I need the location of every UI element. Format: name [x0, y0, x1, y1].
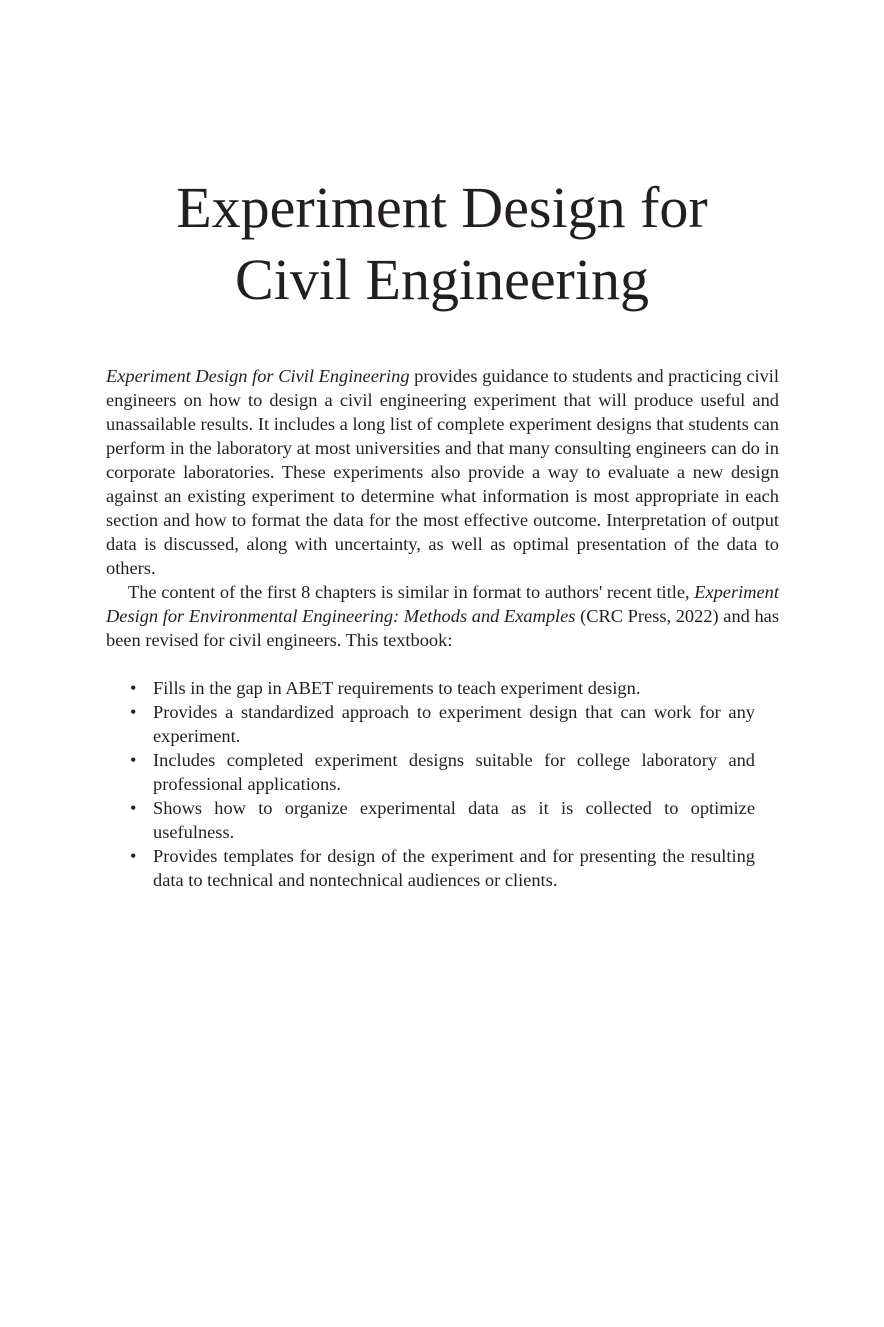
- paragraph-2-text-before: The content of the first 8 chapters is similar in format to authors' recent title,: [128, 582, 695, 602]
- bullet-icon: •: [130, 678, 137, 698]
- list-item-text: Fills in the gap in ABET requirements to teach experiment design.: [153, 678, 641, 698]
- bullet-icon: •: [130, 702, 137, 722]
- list-item: [130, 700, 755, 748]
- bullet-icon: •: [130, 846, 137, 866]
- paragraph-1-text: provides guidance to students and practicing civil engineers on how to design a civil engineering experiment that will produce useful and unassailable results. It includes a long list of complete experiment designs that students can perform in the laboratory at most universities and that many consulting engineers can do in corporate laboratories. These experiments also provide a way to evaluate a new design against an existing experiment to determine what information is most appropriate in each section and how to format the data for the most effective outcome. Interpretation of output data is discussed, along with uncertainty, as well as optimal presentation of the data to others.: [106, 366, 779, 578]
- bullet-icon: •: [130, 750, 137, 770]
- list-item-text: Provides a standardized approach to experiment design that can work for any experiment.: [153, 702, 755, 746]
- feature-list: [130, 676, 755, 892]
- book-title: [0, 172, 884, 316]
- book-title-italic: Experiment Design for Civil Engineering: [106, 366, 410, 386]
- description: [106, 364, 779, 652]
- description-paragraph-1: [106, 364, 779, 580]
- list-item-text: Includes completed experiment designs suitable for college laboratory and professional applications.: [153, 750, 755, 794]
- title-line-1: Experiment Design for: [176, 175, 708, 240]
- paragraph-2-text-after: (CRC Press, 2022) and has been revised for civil engineers. This textbook:: [106, 606, 779, 650]
- bullet-icon: •: [130, 798, 137, 818]
- list-item: [130, 676, 755, 700]
- list-item: [130, 748, 755, 796]
- title-line-2: Civil Engineering: [235, 247, 649, 312]
- list-item-text: Provides templates for design of the experiment and for presenting the resulting data to technical and nontechnical audiences or clients.: [153, 846, 755, 890]
- description-paragraph-2: [106, 580, 779, 652]
- related-book-title-italic: Experiment Design for Environmental Engineering: Methods and Examples: [106, 582, 779, 626]
- list-item: [130, 796, 755, 844]
- list-item: [130, 844, 755, 892]
- list-item-text: Shows how to organize experimental data as it is collected to optimize usefulness.: [153, 798, 755, 842]
